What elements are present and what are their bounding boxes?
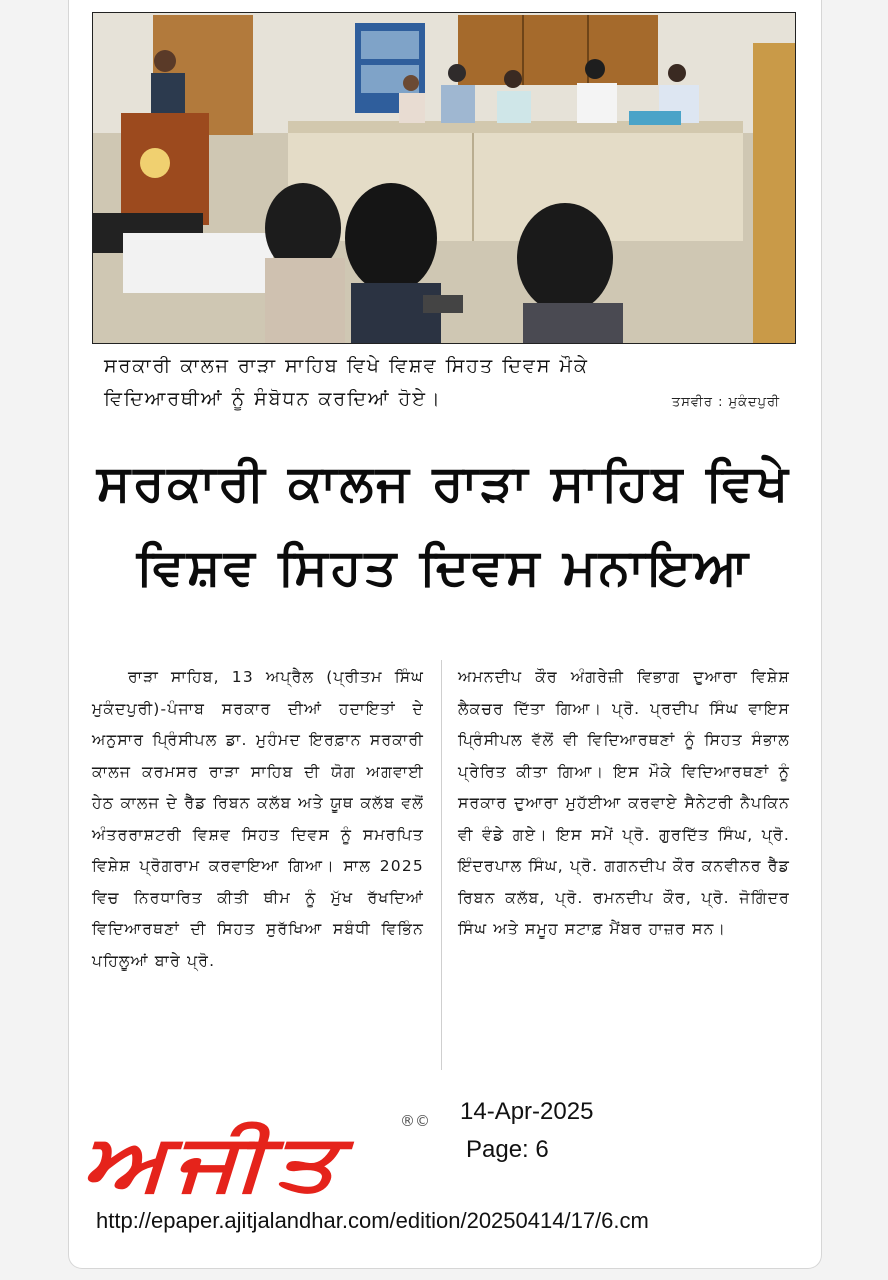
photo-credit: ਤਸਵੀਰ : ਮੁਕੰਦਪੁਰੀ xyxy=(671,395,780,410)
column-divider xyxy=(441,660,442,1070)
photo-illustration xyxy=(93,13,795,343)
ajit-logo xyxy=(82,1118,442,1208)
headline-line-2: ਵਿਸ਼ਵ ਸਿਹਤ ਦਿਵਸ ਮਨਾਇਆ xyxy=(136,538,752,596)
logo-text: ਅਜੀਤ xyxy=(82,1118,344,1208)
headline-line-1: ਸਰਕਾਰੀ ਕਾਲਜ ਰਾੜਾ ਸਾਹਿਬ ਵਿਖੇ xyxy=(96,454,792,512)
article-column-right: ਅਮਨਦੀਪ ਕੌਰ ਅੰਗਰੇਜ਼ੀ ਵਿਭਾਗ ਦੁਆਰਾ ਵਿਸ਼ੇਸ਼ ਲੈਕਚਰ ਦਿੱਤਾ ਗਿਆ। ਪ੍ਰੋ. ਪ੍ਰਦੀਪ ਸਿੰਘ ਵਾਇਸ ਪ੍ਰਿੰਸੀਪਲ ਵੱਲੋਂ ਵੀ ਵਿਦਿਆਰਥਣਾਂ ਨੂੰ ਸਿਹਤ ਸੰਭਾਲ ਪ੍ਰੇਰਿਤ ਕੀਤਾ ਗਿਆ। ਇਸ ਮੌਕੇ ਵਿਦਿਆਰਥਣਾਂ ਨੂੰ ਸਰਕਾਰ ਦੁਆਰਾ ਮੁਹੱਈਆ ਕਰਵਾਏ ਸੈਨੇਟਰੀ ਨੈਪਕਿਨ ਵੀ ਵੰਡੇ ਗਏ। ਇਸ ਸਮੇਂ ਪ੍ਰੋ. ਗੁਰਦਿੱਤ ਸਿੰਘ, ਪ੍ਰੋ. ਇੰਦਰਪਾਲ ਸਿੰਘ, ਪ੍ਰੋ. ਗਗਨਦੀਪ ਕੌਰ ਕਨਵੀਨਰ ਰੈੱਡ ਰਿਬਨ ਕਲੱਬ, ਪ੍ਰੋ. ਰਮਨਦੀਪ ਕੌਰ, ਪ੍ਰੋ. ਜੋਗਿੰਦਰ ਸਿੰਘ ਅਤੇ ਸਮੂਹ ਸਟਾਫ਼ ਮੈਂਬਰ ਹਾਜ਼ਰ ਸਨ। xyxy=(458,668,790,938)
caption-line-2: ਵਿਦਿਆਰਥੀਆਂ ਨੂੰ ਸੰਬੋਧਨ ਕਰਦਿਆਂ ਹੋਏ। xyxy=(104,388,442,410)
registered-copyright-marks: ®© xyxy=(400,1112,430,1130)
article-column-left: ਰਾੜਾ ਸਾਹਿਬ, 13 ਅਪ੍ਰੈਲ (ਪ੍ਰੀਤਮ ਸਿੰਘ ਮੁਕੰਦਪੁਰੀ)-ਪੰਜਾਬ ਸਰਕਾਰ ਦੀਆਂ ਹਦਾਇਤਾਂ ਦੇ ਅਨੁਸਾਰ ਪ੍ਰਿੰਸੀਪਲ ਡਾ. ਮੁਹੰਮਦ ਇਰਫ਼ਾਨ ਸਰਕਾਰੀ ਕਾਲਜ ਕਰਮਸਰ ਰਾੜਾ ਸਾਹਿਬ ਦੀ ਯੋਗ ਅਗਵਾਈ ਹੇਠ ਕਾਲਜ ਦੇ ਰੈੱਡ ਰਿਬਨ ਕਲੱਬ ਅਤੇ ਯੂਥ ਕਲੱਬ ਵਲੋਂ ਅੰਤਰਰਾਸ਼ਟਰੀ ਵਿਸ਼ਵ ਸਿਹਤ ਦਿਵਸ ਨੂੰ ਸਮਰਪਿਤ ਵਿਸ਼ੇਸ਼ ਪ੍ਰੋਗਰਾਮ ਕਰਵਾਇਆ ਗਿਆ। ਸਾਲ 2025 ਵਿਚ ਨਿਰਧਾਰਿਤ ਕੀਤੀ ਥੀਮ ਨੂੰ ਮੁੱਖ ਰੱਖਦਿਆਂ ਵਿਦਿਆਰਥਣਾਂ ਦੀ ਸਿਹਤ ਸੁਰੱਖਿਆ ਸਬੰਧੀ ਵਿਭਿੰਨ ਪਹਿਲੂਆਂ ਬਾਰੇ ਪ੍ਰੋ. xyxy=(92,668,424,970)
news-photo xyxy=(92,12,796,344)
page-number: Page: 6 xyxy=(466,1136,549,1163)
article-headline xyxy=(92,446,796,604)
epaper-url[interactable]: http://epaper.ajitjalandhar.com/edition/20250414/17/6.cm xyxy=(96,1208,649,1233)
edition-date: 14-Apr-2025 xyxy=(460,1098,594,1125)
caption-line-1: ਸਰਕਾਰੀ ਕਾਲਜ ਰਾੜਾ ਸਾਹਿਬ ਵਿਖੇ ਵਿਸ਼ਵ ਸਿਹਤ ਦਿਵਸ ਮੌਕੇ xyxy=(104,355,589,377)
